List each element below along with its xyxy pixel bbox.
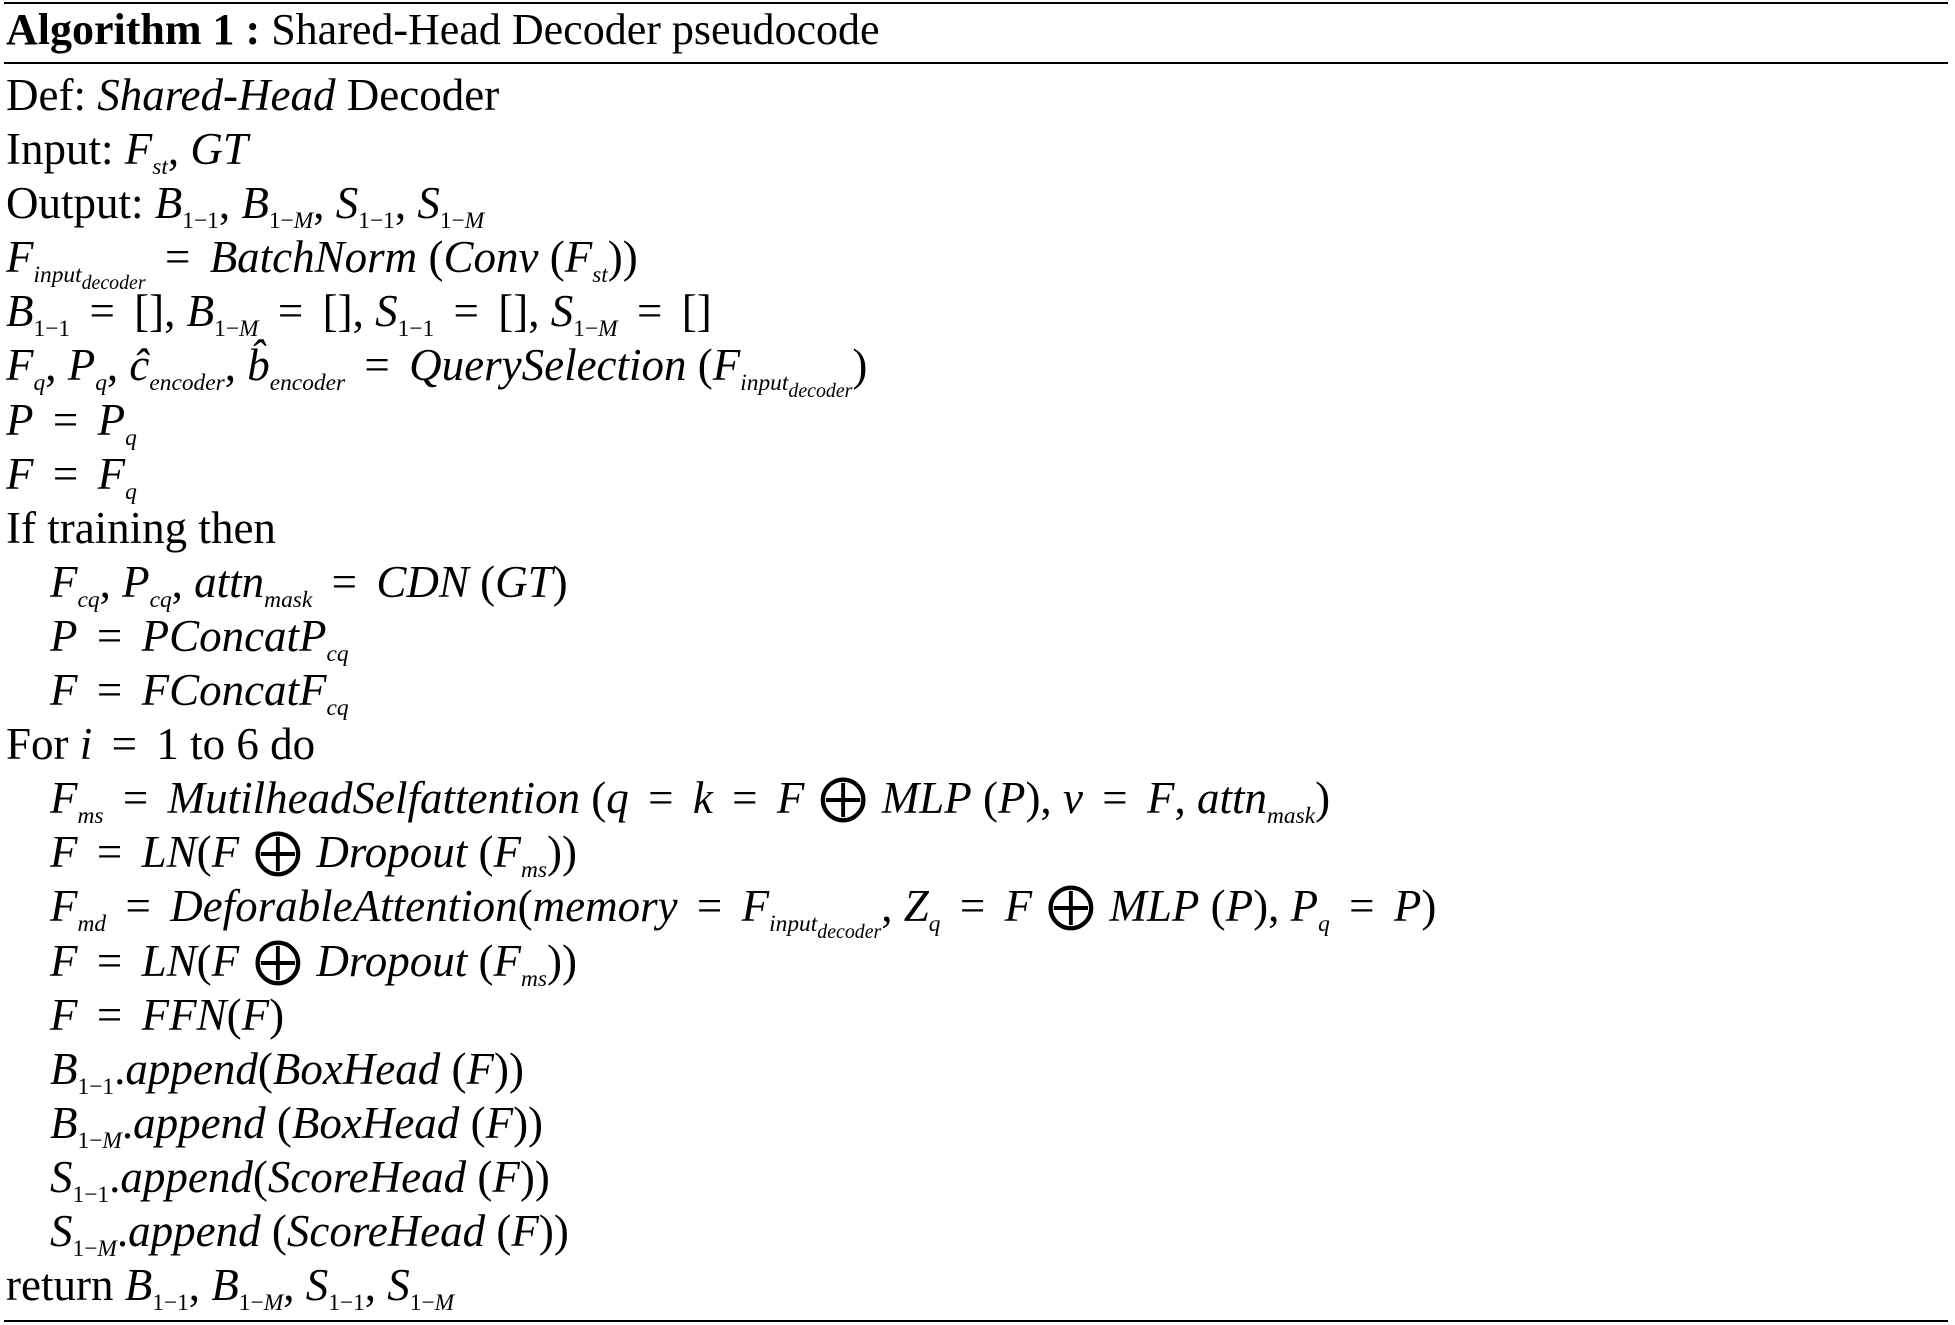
line-layernorm-1: F = LN(F ⨁ Dropout $(F_{ms})$) bbox=[50, 826, 577, 884]
line-input: Input: $F_{st}$, GT bbox=[6, 124, 248, 180]
algorithm-caption bbox=[6, 2, 880, 62]
algorithm-body bbox=[6, 68, 1951, 1316]
algorithm-label: Algorithm 1 : bbox=[6, 5, 261, 54]
line-concat-p: P = PConcatP$_{cq}$ bbox=[50, 610, 349, 667]
line-ffn: F = FFN(F) bbox=[50, 989, 285, 1040]
line-append-s1m: $S_{1-M}.append$ (ScoreHead (F)) bbox=[50, 1205, 569, 1262]
line-assign-f: $F = F_q$ bbox=[6, 448, 137, 505]
line-self-attention: $F_{ms}$ = MutilheadSelfattention (q = k = F ⨁ MLP (P), v = F, attn$_{mask}$) bbox=[50, 772, 1331, 830]
line-append-b1m: $B_{1-M}.append$ (BoxHead (F)) bbox=[50, 1097, 544, 1154]
line-output: Output: $B_{1-1}$, $B_{1-M}$, $S_{1-1}$, $S_{1-M}$ bbox=[6, 178, 485, 234]
line-append-s11: $S_{1-1}.append(ScoreHead$ (F)) bbox=[50, 1151, 550, 1208]
line-for-loop: For i = 1 to 6 do bbox=[6, 719, 316, 770]
header-rule bbox=[4, 62, 1948, 64]
line-if-training: If training then bbox=[6, 502, 276, 553]
line-cdn: $F_{cq}$, $P_{cq}$, attn$_{mask}$ = CDN (GT) bbox=[50, 556, 568, 613]
bottom-rule bbox=[4, 1320, 1948, 1322]
line-query-selection: $F_q$, $P_q$, $ĉ_{encoder}$, $b̂_{encoder}$ = QuerySelection $(F_{input_{decoder}})$ bbox=[6, 340, 868, 403]
line-append-b11: $B_{1-1}.append(BoxHead$ (F)) bbox=[50, 1043, 524, 1100]
line-layernorm-2: F = LN(F ⨁ Dropout $(F_{ms})$) bbox=[50, 934, 577, 992]
algorithm-title: Shared-Head Decoder pseudocode bbox=[271, 5, 880, 54]
line-concat-f: F = FConcatF$_{cq}$ bbox=[50, 665, 349, 721]
line-input-decoder: $F_{input_{decoder}}$ = BatchNorm (Conv $(F_{st})$) bbox=[6, 232, 638, 295]
line-assign-p: $P = P_q$ bbox=[6, 394, 137, 451]
line-init-lists: $B_{1-1}$ = [], $B_{1-M}$ = [], $S_{1-1}$ = [], $S_{1-M}$ = [] bbox=[6, 286, 712, 343]
line-def: Def: Shared-Head Decoder bbox=[6, 70, 500, 120]
line-return: return $B_{1-1}$, $B_{1-M}$, $S_{1-1}$, $S_{1-M}$ bbox=[6, 1260, 455, 1316]
line-deformable-attention: $F_{md}$ = DeforableAttention(memory = $F_{input_{decoder}}$, $Z_q = F$ ⨁ MLP (P), $P_q = P$) bbox=[50, 880, 1437, 944]
